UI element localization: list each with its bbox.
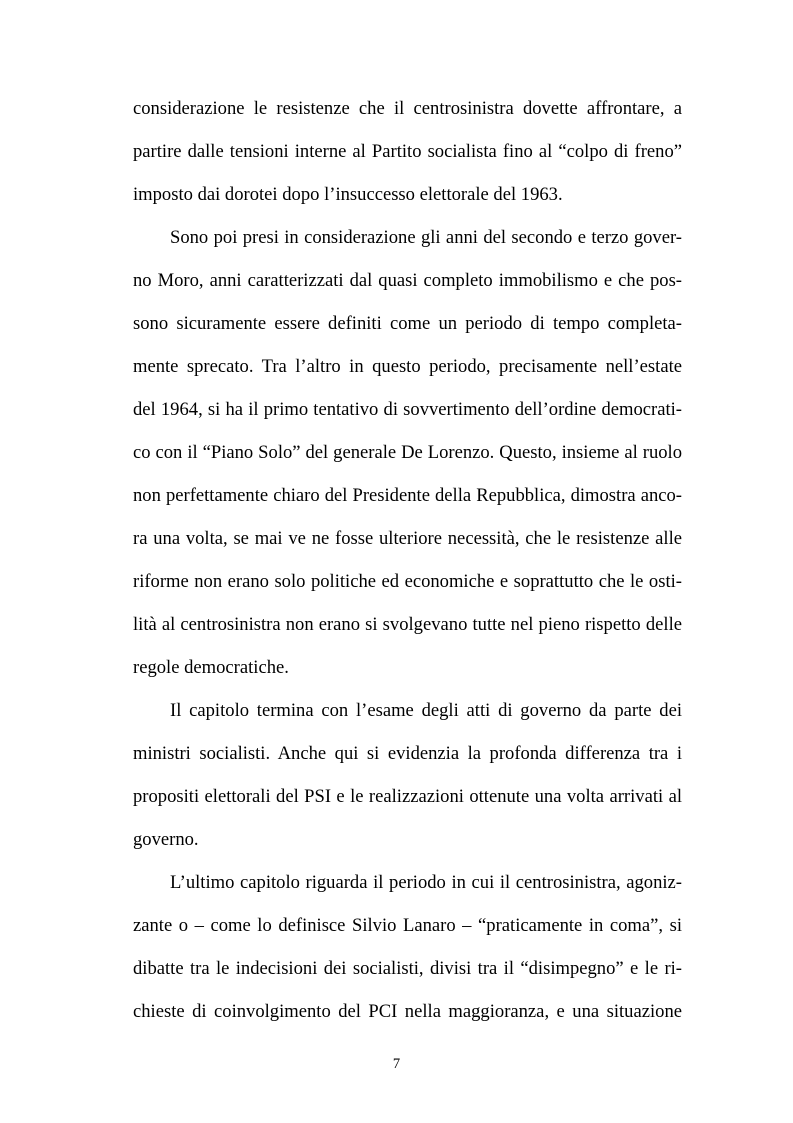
paragraph-2-line: no Moro, anni caratterizzati dal quasi completo immobilismo e che pos- <box>133 270 682 291</box>
paragraph-3-line: Il capitolo termina con l’esame degli atti di governo da parte dei <box>170 700 682 721</box>
paragraph-2-line: lità al centrosinistra non erano si svolgevano tutte nel pieno rispetto delle <box>133 614 682 635</box>
paragraph-2-line: riforme non erano solo politiche ed economiche e soprattutto che le osti- <box>133 571 682 592</box>
paragraph-4-line: dibatte tra le indecisioni dei socialisti, divisi tra il “disimpegno” e le ri- <box>133 958 682 979</box>
paragraph-4-line: chieste di coinvolgimento del PCI nella maggioranza, e una situazione <box>133 1001 682 1022</box>
paragraph-2-line: non perfettamente chiaro del Presidente della Repubblica, dimostra anco- <box>133 485 682 506</box>
paragraph-3-line: propositi elettorali del PSI e le realizzazioni ottenute una volta arrivati al <box>133 786 682 807</box>
paragraph-4-line: zante o – come lo definisce Silvio Lanaro – “praticamente in coma”, si <box>133 915 682 936</box>
paragraph-3-line: ministri socialisti. Anche qui si evidenzia la profonda differenza tra i <box>133 743 682 764</box>
paragraph-2-line: del 1964, si ha il primo tentativo di sovvertimento dell’ordine democrati- <box>133 399 682 420</box>
paragraph-4-line: L’ultimo capitolo riguarda il periodo in cui il centrosinistra, agoniz- <box>170 872 682 893</box>
body-text <box>133 87 682 1033</box>
paragraph-2-line: ra una volta, se mai ve ne fosse ulteriore necessità, che le resistenze alle <box>133 528 682 549</box>
paragraph-3-line: governo. <box>133 829 199 850</box>
paragraph-2-line: Sono poi presi in considerazione gli anni del secondo e terzo gover- <box>170 227 682 248</box>
paragraph-2-line: co con il “Piano Solo” del generale De Lorenzo. Questo, insieme al ruolo <box>133 442 682 463</box>
paragraph-1-line: partire dalle tensioni interne al Partito socialista fino al “colpo di freno” <box>133 141 682 162</box>
paragraph-2-line: sono sicuramente essere definiti come un periodo di tempo completa- <box>133 313 682 334</box>
paragraph-2-line: mente sprecato. Tra l’altro in questo periodo, precisamente nell’estate <box>133 356 682 377</box>
paragraph-1-line: imposto dai dorotei dopo l’insuccesso elettorale del 1963. <box>133 184 563 205</box>
page-number: 7 <box>392 1056 401 1072</box>
paragraph-1-line: considerazione le resistenze che il centrosinistra dovette affrontare, a <box>133 98 682 119</box>
paragraph-2-line: regole democratiche. <box>133 657 289 678</box>
